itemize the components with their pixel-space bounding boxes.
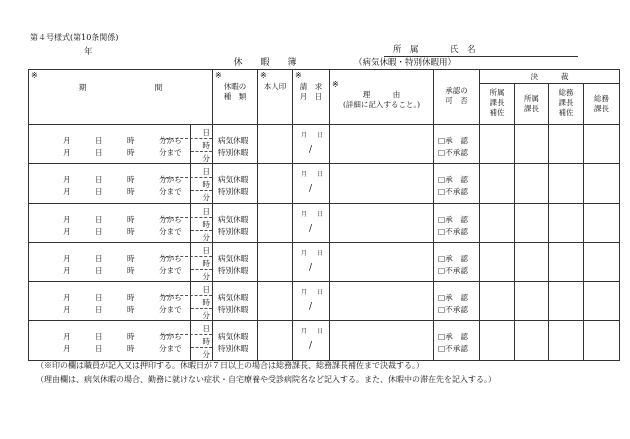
approve-checkbox[interactable]: □承 認 xyxy=(438,293,468,303)
approve-checkbox[interactable]: □承 認 xyxy=(438,175,468,185)
reason-cell[interactable] xyxy=(330,164,434,203)
approve-checkbox[interactable]: □承 認 xyxy=(438,136,468,145)
note-2: （理由欄は、病気休暇の場合、勤務に就けない症状・自宅療養や受診病院名など記入する。また、休暇中の滞在先を記入する。） xyxy=(36,375,496,384)
decision-cell[interactable] xyxy=(515,203,549,242)
decision-cell[interactable] xyxy=(549,242,584,281)
request-date-cell[interactable]: 月 日 / xyxy=(293,203,330,242)
decision-cell[interactable] xyxy=(584,282,620,321)
reason-cell[interactable] xyxy=(330,125,434,164)
decision-cell[interactable] xyxy=(480,321,515,360)
approval-cell xyxy=(434,242,480,281)
request-date-cell[interactable]: 月 日 / xyxy=(293,164,330,203)
leave-type-cell: 病気休暇 特別休暇 xyxy=(213,164,258,203)
year-label: 年 xyxy=(84,47,93,57)
approval-cell xyxy=(434,125,480,164)
name-underline xyxy=(384,56,578,57)
seal-cell[interactable] xyxy=(258,282,293,321)
request-date-cell[interactable]: 月 日 / xyxy=(293,282,330,321)
decision-cell[interactable] xyxy=(549,203,584,242)
decision-col-2: 所属 課長 xyxy=(515,84,549,125)
table-row xyxy=(29,203,620,242)
header-period: ※ 期 間 xyxy=(29,70,213,125)
decision-cell[interactable] xyxy=(549,125,584,164)
name-label: 氏 名 xyxy=(450,45,476,55)
decision-cell[interactable] xyxy=(515,321,549,360)
decision-cell[interactable] xyxy=(549,164,584,203)
decision-cell[interactable] xyxy=(480,125,515,164)
form-number: 第４号様式(第10条関係) xyxy=(30,33,119,42)
period-cell[interactable]: 月 日 時 分から 月 日 時 分まで xyxy=(29,242,191,281)
table-row xyxy=(29,282,620,321)
reason-cell[interactable] xyxy=(330,321,434,360)
decision-cell[interactable] xyxy=(584,125,620,164)
decision-col-4: 総務 課長 xyxy=(584,84,620,125)
header-type: ※ 休暇の 種 類 xyxy=(213,70,258,125)
header-request: ※ 請 求 月 日 xyxy=(293,70,330,125)
leave-type-cell: 病気休暇 特別休暇 xyxy=(213,125,258,164)
reject-checkbox[interactable]: □不承認 xyxy=(438,148,468,157)
note-1: （※印の欄は職員が記入又は押印する。休暇日が７日以上の場合は総務課長、総務課長補佐まで決裁する。） xyxy=(36,361,424,370)
seal-cell[interactable] xyxy=(258,125,293,164)
decision-cell[interactable] xyxy=(584,321,620,360)
period-cell[interactable]: 月 日 時 分から 月 日 時 分まで xyxy=(29,164,191,203)
reject-checkbox[interactable]: □不承認 xyxy=(438,187,468,197)
leave-type-cell: 病気休暇 特別休暇 xyxy=(213,242,258,281)
decision-cell[interactable] xyxy=(549,321,584,360)
reject-checkbox[interactable]: □不承認 xyxy=(438,344,468,354)
form-subtitle: （病気休暇・特別休暇用） xyxy=(354,58,457,68)
approve-checkbox[interactable]: □承 認 xyxy=(438,332,468,342)
duration-cell[interactable]: 日 時 分 xyxy=(191,125,213,164)
reject-checkbox[interactable]: □不承認 xyxy=(438,265,468,275)
table-row xyxy=(29,125,620,164)
department-label: 所 属 xyxy=(393,45,419,55)
duration-cell[interactable]: 日 時 分 xyxy=(191,203,213,242)
duration-cell[interactable]: 日 時 分 xyxy=(191,321,213,360)
decision-col-1: 所属 課長 補佐 xyxy=(480,84,515,125)
decision-col-3: 総務 課長 補佐 xyxy=(549,84,584,125)
period-cell[interactable]: 月 日 時 分から 月 日 時 分まで xyxy=(29,321,191,360)
approval-cell xyxy=(434,203,480,242)
decision-cell[interactable] xyxy=(584,203,620,242)
header-seal: ※ 本人印 xyxy=(258,70,293,125)
decision-cell[interactable] xyxy=(584,164,620,203)
duration-cell[interactable]: 日 時 分 xyxy=(191,282,213,321)
approval-cell xyxy=(434,321,480,360)
period-cell[interactable]: 月 日 時 分から 月 日 時 分まで xyxy=(29,282,191,321)
decision-cell[interactable] xyxy=(515,125,549,164)
period-cell[interactable]: 月 日 時 分から 月 日 時 分まで xyxy=(29,125,191,164)
approval-cell xyxy=(434,164,480,203)
table-row xyxy=(29,321,620,360)
header-approval: 承認の 可 否 xyxy=(434,70,480,125)
reject-checkbox[interactable]: □不承認 xyxy=(438,305,468,315)
seal-cell[interactable] xyxy=(258,242,293,281)
table-row xyxy=(29,164,620,203)
decision-cell[interactable] xyxy=(584,242,620,281)
table-row xyxy=(29,242,620,281)
reason-cell[interactable] xyxy=(330,242,434,281)
request-date-cell[interactable]: 月 日 / xyxy=(293,125,330,164)
header-reason: ※ 理 由 (詳細に記入すること。) xyxy=(330,70,434,125)
seal-cell[interactable] xyxy=(258,164,293,203)
decision-cell[interactable] xyxy=(515,164,549,203)
reason-cell[interactable] xyxy=(330,282,434,321)
decision-cell[interactable] xyxy=(549,282,584,321)
approve-checkbox[interactable]: □承 認 xyxy=(438,253,468,263)
leave-table xyxy=(28,69,620,361)
approval-cell xyxy=(434,282,480,321)
request-date-cell[interactable]: 月 日 / xyxy=(293,321,330,360)
seal-cell[interactable] xyxy=(258,321,293,360)
decision-cell[interactable] xyxy=(515,242,549,281)
reject-checkbox[interactable]: □不承認 xyxy=(438,226,468,236)
reason-cell[interactable] xyxy=(330,203,434,242)
decision-cell[interactable] xyxy=(480,282,515,321)
decision-cell[interactable] xyxy=(515,282,549,321)
duration-cell[interactable]: 日 時 分 xyxy=(191,242,213,281)
form-title: 休 暇 簿 xyxy=(233,58,297,68)
decision-cell[interactable] xyxy=(480,164,515,203)
duration-cell[interactable]: 日 時 分 xyxy=(191,164,213,203)
seal-cell[interactable] xyxy=(258,203,293,242)
decision-cell[interactable] xyxy=(480,203,515,242)
header-decision: 決 裁 xyxy=(480,70,620,84)
leave-type-cell: 病気休暇 特別休暇 xyxy=(213,282,258,321)
leave-type-cell: 病気休暇 特別休暇 xyxy=(213,203,258,242)
leave-type-cell: 病気休暇 特別休暇 xyxy=(213,321,258,360)
approve-checkbox[interactable]: □承 認 xyxy=(438,214,468,224)
decision-cell[interactable] xyxy=(480,242,515,281)
period-cell[interactable]: 月 日 時 分から 月 日 時 分まで xyxy=(29,203,191,242)
request-date-cell[interactable]: 月 日 / xyxy=(293,242,330,281)
